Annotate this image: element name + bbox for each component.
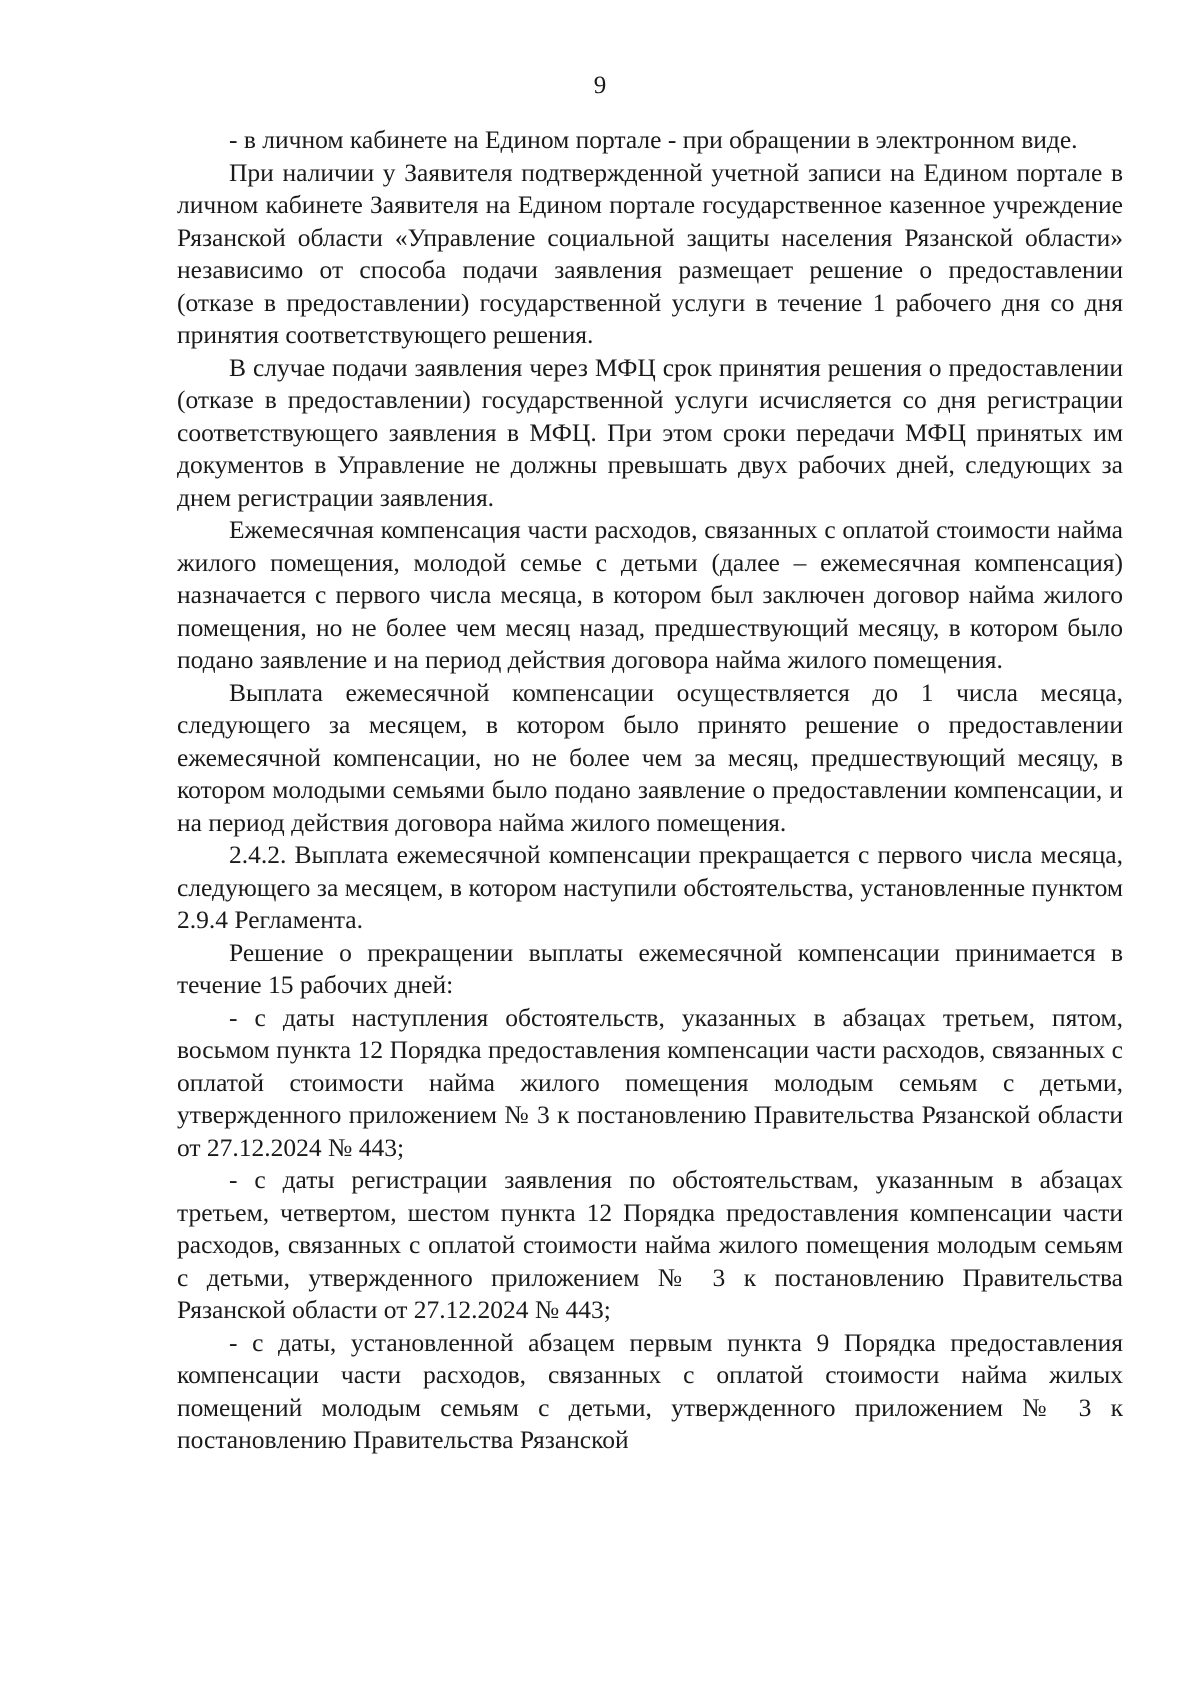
paragraph-compensation-payment: Выплата ежемесячной компенсации осуществляется до 1 числа месяца, следующего за месяцем, в котором было принято решение о предоставлении ежемесячной компенсации, но не более чем за месяц, предшествующий месяцу, в котором молодыми семьями было подано заявление о предоставлении компенсации, и на период действия договора найма жилого помещения. (177, 677, 1123, 837)
paragraph-monthly-compensation-assignment: Ежемесячная компенсация части расходов, связанных с оплатой стоимости найма жилого помещения, молодой семье с детьми (далее – ежемесячная компенсация) назначается с первого числа месяца, в котором был заключен договор найма жилого помещения, но не более чем месяц назад, предшествующий месяцу, в котором было подано заявление и на период действия договора найма жилого помещения. (177, 515, 1123, 674)
paragraph-mfc-deadline: В случае подачи заявления через МФЦ срок принятия решения о предоставлении (отказе в предоставлении) государственной услуги исчисляется со дня регистрации соответствующего заявления в МФЦ. При этом сроки передачи МФЦ принятых им документов в Управление не должны превышать двух рабочих дней, следующих за днем регистрации заявления. (177, 352, 1123, 512)
page-number: 9 (593, 72, 607, 99)
list-item-termination-circumstances: - с даты наступления обстоятельств, указанных в абзацах третьем, пятом, восьмом пункта 12 Порядка предоставления компенсации части расходов, связанных с оплатой стоимости найма жилого помещения молодым семьям с детьми, утвержденного приложением № 3 к постановлению Правительства Рязанской области от 27.12.2024 № 443; (177, 1002, 1123, 1162)
document-body (177, 124, 1123, 1457)
list-item-termination-application: - с даты регистрации заявления по обстоятельствам, указанным в абзацах третьем, четвертом, шестом пункта 12 Порядка предоставления компенсации части расходов, связанных с оплатой стоимости найма жилого помещения молодым семьям с детьми, утвержденного приложением № 3 к постановлению Правительства Рязанской области от 27.12.2024 № 443; (177, 1165, 1123, 1324)
list-item-termination-paragraph-9: - с даты, установленной абзацем первым пункта 9 Порядка предоставления компенсации части расходов, связанных с оплатой стоимости найма жилых помещений молодым семьям с детьми, утвержденного приложением № 3 к постановлению Правительства Рязанской (177, 1327, 1123, 1454)
paragraph-account-decision-placement: При наличии у Заявителя подтвержденной учетной записи на Едином портале в личном кабинете Заявителя на Едином портале государственное казенное учреждение Рязанской области «Управление социальной защиты населения Рязанской области» независимо от способа подачи заявления размещает решение о предоставлении (отказе в предоставлении) государственной услуги в течение 1 рабочего дня со дня принятия соответствующего решения. (177, 157, 1123, 349)
paragraph-2-4-2-termination: 2.4.2. Выплата ежемесячной компенсации прекращается с первого числа месяца, следующего за месяцем, в котором наступили обстоятельства, установленные пунктом 2.9.4 Регламента. (177, 840, 1123, 934)
paragraph-termination-decision: Решение о прекращении выплаты ежемесячной компенсации принимается в течение 15 рабочих дней: (177, 937, 1123, 999)
paragraph-electronic-cabinet: - в личном кабинете на Едином портале - при обращении в электронном виде. (229, 125, 1078, 154)
